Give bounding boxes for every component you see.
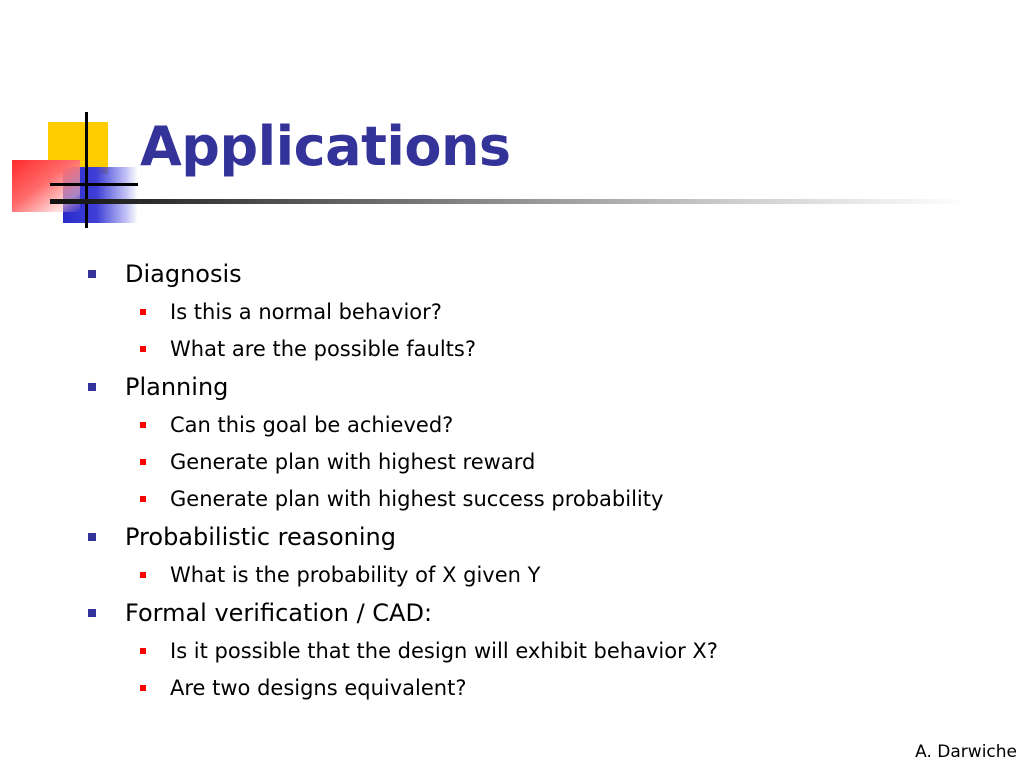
small-square-bullet-icon <box>140 685 146 691</box>
sub-bullet-text: Can this goal be achieved? <box>170 413 454 437</box>
bullet-text: Diagnosis <box>125 260 242 288</box>
square-bullet-icon <box>88 383 96 391</box>
square-bullet-icon <box>88 270 96 278</box>
small-square-bullet-icon <box>140 572 146 578</box>
sub-bullet-item <box>0 331 1024 368</box>
bullet-text: Probabilistic reasoning <box>125 523 396 551</box>
bullet-item <box>0 518 1024 557</box>
logo-red-square <box>12 160 80 212</box>
small-square-bullet-icon <box>140 346 146 352</box>
logo-vertical-line <box>85 112 88 228</box>
sub-bullet-item <box>0 294 1024 331</box>
slide-title: Applications <box>140 115 511 178</box>
bullet-text: Formal verification / CAD: <box>125 599 433 627</box>
sub-bullet-item <box>0 444 1024 481</box>
sub-bullet-text: Is it possible that the design will exhibit behavior X? <box>170 639 718 663</box>
small-square-bullet-icon <box>140 422 146 428</box>
sub-bullet-item <box>0 407 1024 444</box>
sub-bullet-text: What is the probability of X given Y <box>170 563 541 587</box>
bullet-text: Planning <box>125 373 229 401</box>
small-square-bullet-icon <box>140 309 146 315</box>
bullet-item <box>0 368 1024 407</box>
sub-bullet-text: Are two designs equivalent? <box>170 676 467 700</box>
small-square-bullet-icon <box>140 496 146 502</box>
small-square-bullet-icon <box>140 648 146 654</box>
sub-bullet-item <box>0 481 1024 518</box>
sub-bullet-item <box>0 670 1024 707</box>
sub-bullet-text: What are the possible faults? <box>170 337 477 361</box>
small-square-bullet-icon <box>140 459 146 465</box>
sub-bullet-item <box>0 633 1024 670</box>
sub-bullet-text: Generate plan with highest success probability <box>170 487 664 511</box>
title-underline <box>50 199 970 204</box>
sub-bullet-item <box>0 557 1024 594</box>
bullet-item <box>0 594 1024 633</box>
square-bullet-icon <box>88 609 96 617</box>
bullet-item <box>0 255 1024 294</box>
logo-horizontal-line <box>50 183 138 186</box>
bullet-list <box>0 255 1024 707</box>
slide-logo-decoration <box>0 0 150 240</box>
square-bullet-icon <box>88 533 96 541</box>
sub-bullet-text: Is this a normal behavior? <box>170 300 442 324</box>
slide-footer-author: A. Darwiche <box>915 742 1017 762</box>
sub-bullet-text: Generate plan with highest reward <box>170 450 536 474</box>
